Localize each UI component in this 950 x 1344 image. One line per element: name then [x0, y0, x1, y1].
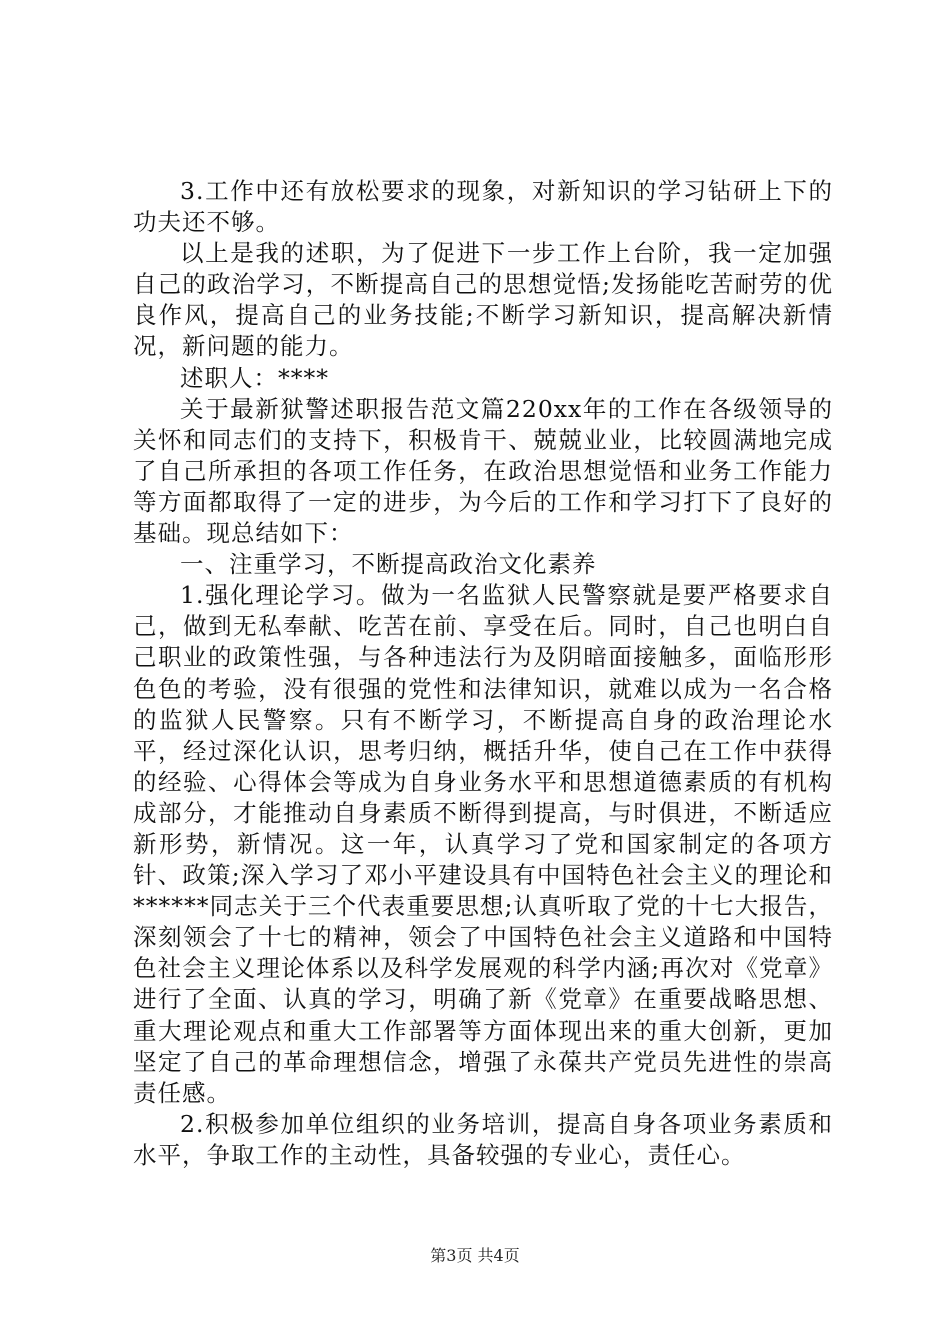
section-heading: 一、注重学习，不断提高政治文化素养	[180, 550, 597, 579]
paragraph-7: 2.积极参加单位组织的业务培训，提高自身各项业务素质和水平，争取工作的主动性，具备较强的专业心，责任心。	[133, 1109, 833, 1169]
paragraph-2: 以上是我的述职，为了促进下一步工作上台阶，我一定加强自己的政治学习，不断提高自己的思想觉悟;发扬能吃苦耐劳的优良作风，提高自己的业务技能;不断学习新知识，提高解决新情况，新问题的能力。	[133, 239, 833, 361]
document-body	[133, 176, 833, 1171]
paragraph-6: 1.强化理论学习。做为一名监狱人民警察就是要严格要求自己，做到无私奉献、吃苦在前、享受在后。同时，自己也明白自己职业的政策性强，与各种违法行为及阴暗面接触多，面临形形色色的考验，没有很强的党性和法律知识，就难以成为一名合格的监狱人民警察。只有不断学习，不断提高自身的政治理论水平，经过深化认识，思考归纳，概括升华，使自己在工作中获得的经验、心得体会等成为自身业务水平和思想道德素质的有机构成部分，才能推动自身素质不断得到提高，与时俱进，不断适应新形势，新情况。这一年，认真学习了党和国家制定的各项方针、政策;深入学习了邓小平建设具有中国特色社会主义的理论和******同志关于三个代表重要思想;认真听取了党的十七大报告，深刻领会了十七的精神，领会了中国特色社会主义道路和中国特色社会主义理论体系以及科学发展观的科学内涵;再次对《党章》进行了全面、认真的学习，明确了新《党章》在重要战略思想、重大理论观点和重大工作部署等方面体现出来的重大创新，更加坚定了自己的革命理想信念，增强了永葆共产党员先进性的崇高责任感。	[133, 581, 833, 1107]
paragraph-1: 3.工作中还有放松要求的现象，对新知识的学习钻研上下的功夫还不够。	[133, 177, 833, 237]
paragraph-4: 关于最新狱警述职报告范文篇220xx年的工作在各级领导的关怀和同志们的支持下，积极肯干、兢兢业业，比较圆满地完成了自己所承担的各项工作任务，在政治思想觉悟和业务工作能力等方面都取得了一定的进步，为今后的工作和学习打下了良好的基础。现总结如下：	[133, 394, 833, 548]
page-footer: 第3页 共4页	[430, 1246, 520, 1265]
paragraph-3: 述职人：****	[180, 363, 329, 392]
